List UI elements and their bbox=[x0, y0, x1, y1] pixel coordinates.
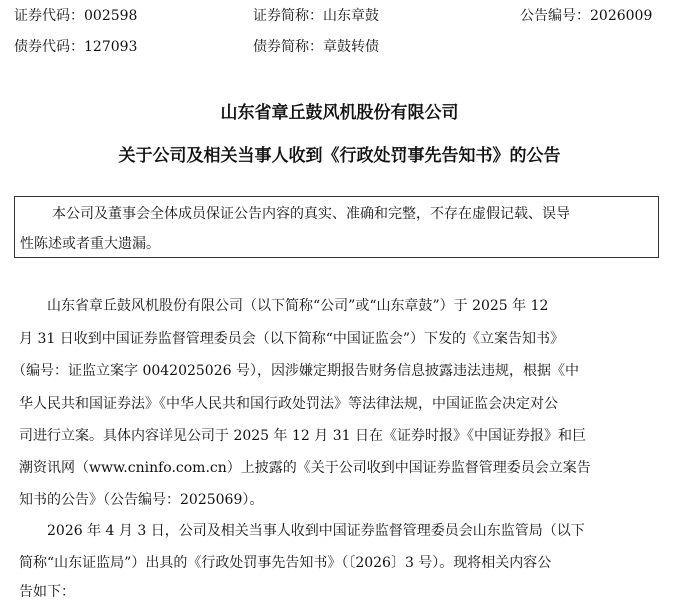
bond-short-name: 债券简称：章鼓转债 bbox=[253, 39, 379, 55]
announcement-title: 关于公司及相关当事人收到《行政处罚事先告知书》的公告 bbox=[118, 146, 561, 166]
paragraph-line: 月 31 日收到中国证券监督管理委员会（以下简称“中国证监会”）下发的《立案告知书》 bbox=[19, 331, 565, 347]
disclaimer-line: 本公司及董事会全体成员保证公告内容的真实、准确和完整，不存在虚假记载、误导 bbox=[52, 206, 570, 222]
paragraph-line: （编号：证监立案字 0042025026 号），因涉嫌定期报告财务信息披露违法违规，根据《中 bbox=[12, 363, 579, 379]
paragraph-line: 华人民共和国证券法》《中华人民共和国行政处罚法》等法律法规，中国证监会决定对公 bbox=[19, 396, 558, 412]
paragraph-line: 2026 年 4 月 3 日，公司及相关当事人收到中国证券监督管理委员会山东监管局（以下 bbox=[47, 523, 585, 539]
stock-short-name: 证券简称：山东章鼓 bbox=[253, 8, 379, 24]
paragraph-line: 知书的公告》（公告编号：2025069）。 bbox=[19, 492, 264, 508]
announcement-number: 公告编号：2026009 bbox=[520, 8, 653, 24]
bond-code: 债券代码：127093 bbox=[14, 39, 138, 55]
disclaimer-line: 性陈述或者重大遗漏。 bbox=[20, 236, 160, 252]
paragraph-line: 告如下： bbox=[19, 584, 75, 600]
company-title: 山东省章丘鼓风机股份有限公司 bbox=[220, 103, 459, 123]
paragraph-line: 简称“山东证监局”）出具的《行政处罚事先告知书》（〔2026〕3 号）。现将相关内容公 bbox=[19, 555, 552, 571]
paragraph-line: 司进行立案。具体内容详见公司于 2025 年 12 月 31 日在《证券时报》《中国证券报》和巨 bbox=[19, 428, 586, 444]
paragraph-line: 山东省章丘鼓风机股份有限公司（以下简称“公司”或“山东章鼓”）于 2025 年 12 bbox=[47, 298, 549, 314]
disclaimer-box bbox=[14, 196, 659, 258]
stock-code: 证券代码：002598 bbox=[14, 8, 138, 24]
paragraph-line: 潮资讯网（www.cninfo.com.cn）上披露的《关于公司收到中国证券监督管理委员会立案告 bbox=[19, 460, 591, 476]
